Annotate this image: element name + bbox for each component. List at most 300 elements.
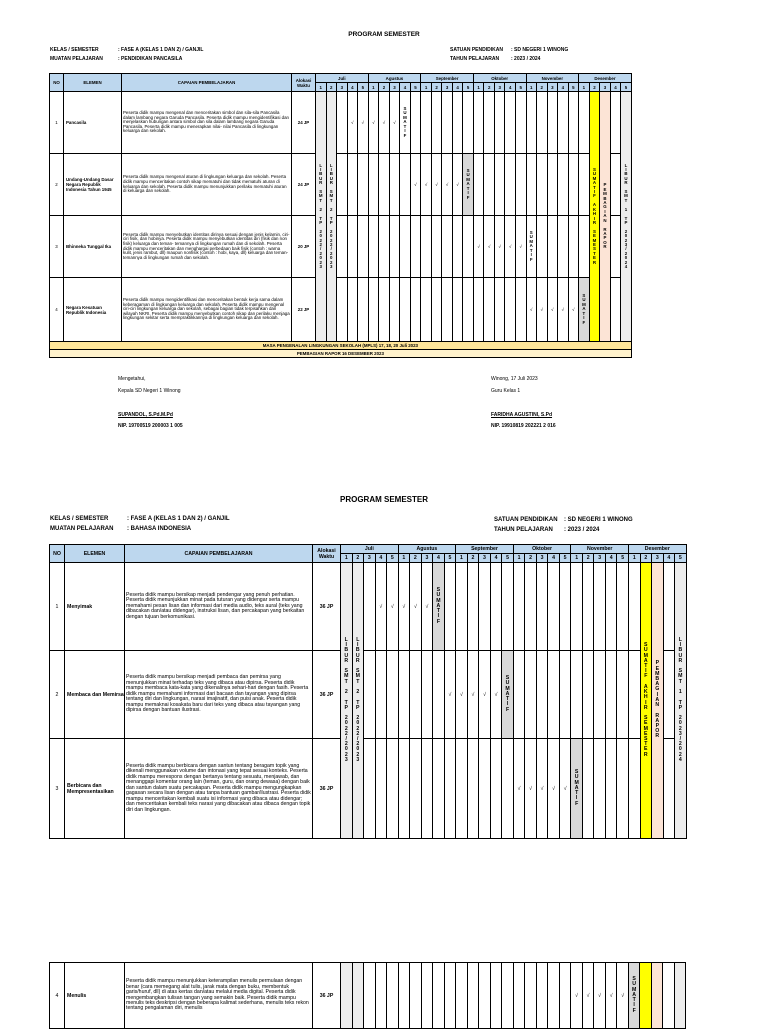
empty-cell xyxy=(368,216,379,278)
row-elemen: Menulis xyxy=(65,963,125,1029)
empty-cell xyxy=(558,154,569,216)
empty-cell xyxy=(473,278,484,342)
header-week: 3 xyxy=(337,83,348,92)
header-week: 5 xyxy=(621,83,632,92)
rapor-banner: PEMBAGIAN RAPOR 16 DESEMBER 2023 xyxy=(50,350,632,358)
empty-cell xyxy=(387,963,399,1029)
header-week: 1 xyxy=(526,83,537,92)
header-row-months xyxy=(50,74,632,83)
header-week: 4 xyxy=(548,554,560,563)
empty-cell xyxy=(505,154,516,216)
rapor-banner-row xyxy=(50,350,632,358)
check-mark: √ xyxy=(421,563,433,651)
header-month: Oktober xyxy=(513,545,571,554)
check-mark: √ xyxy=(559,739,571,839)
empty-cell xyxy=(490,563,502,651)
header-week: 1 xyxy=(629,554,641,563)
header-week: 1 xyxy=(368,83,379,92)
check-mark: √ xyxy=(389,92,400,154)
empty-cell xyxy=(452,278,463,342)
header-week: 5 xyxy=(675,554,687,563)
header-week: 3 xyxy=(594,554,606,563)
empty-cell xyxy=(456,963,468,1029)
header-week: 2 xyxy=(525,554,537,563)
place-date: Winong, 17 Juli 2023 xyxy=(491,376,538,382)
empty-cell xyxy=(410,216,421,278)
check-mark: √ xyxy=(617,963,629,1029)
empty-cell xyxy=(479,739,491,839)
row-elemen: Pancasila xyxy=(64,92,122,154)
header-week: 5 xyxy=(387,554,399,563)
empty-cell xyxy=(568,92,579,154)
libur-smt-cell xyxy=(352,963,364,1029)
satuan-value: : SD NEGERI 1 WINONG xyxy=(511,47,569,53)
header-month: Agustus xyxy=(398,545,456,554)
page-title: PROGRAM SEMESTER xyxy=(348,31,420,38)
table-row xyxy=(50,963,686,1029)
empty-cell xyxy=(467,563,479,651)
check-mark: √ xyxy=(582,963,594,1029)
row-number: 3 xyxy=(50,739,65,839)
row-number: 1 xyxy=(50,563,65,651)
program-semester-table-2-continued xyxy=(49,962,686,1029)
empty-cell xyxy=(337,278,348,342)
empty-cell xyxy=(537,92,548,154)
mpls-banner: MASA PENGENALAN LINGKUNGAN SEKOLAH (MPLS) 17, 18, 20 Juli 2023 xyxy=(50,342,632,350)
header-week: 4 xyxy=(505,83,516,92)
check-mark: √ xyxy=(513,739,525,839)
header-week: 4 xyxy=(605,554,617,563)
check-mark: √ xyxy=(494,216,505,278)
sumatif-mark: S U M A T I F xyxy=(628,963,640,1029)
empty-cell xyxy=(629,651,641,739)
guru-label: Guru Kelas 1 xyxy=(491,388,521,394)
row-jp: 36 JP xyxy=(313,739,341,839)
empty-cell xyxy=(456,563,468,651)
row-capaian: Peserta didik mampu menunjukkan keterampilan menulis permulaan dengan benar (cara memegang alat tulis, jarak mata dengan buku, membentuk garis/huruf, dll) di atas kertas dan/atau melalui media digital. Peserta didik mengembangkan tulisan tangan yang semakin baik. Peserta didik mampu menulis teks deskripsi dengan beberapa kalimat sederhana, menulis teks rekon tentang pengalaman diri, menulis xyxy=(125,963,313,1029)
empty-cell xyxy=(473,92,484,154)
satuan-label: SATUAN PENDIDIKAN xyxy=(450,47,503,53)
empty-cell xyxy=(337,154,348,216)
empty-cell xyxy=(548,563,560,651)
header-week: 5 xyxy=(444,554,456,563)
row-elemen: Bhinneka Tunggal Ika xyxy=(64,216,122,278)
row-jp: 20 JP xyxy=(292,216,316,278)
empty-cell xyxy=(456,739,468,839)
empty-cell xyxy=(513,563,525,651)
empty-cell xyxy=(548,651,560,739)
header-week: 5 xyxy=(515,83,526,92)
check-mark: √ xyxy=(387,563,399,651)
empty-cell xyxy=(364,563,376,651)
empty-cell xyxy=(375,739,387,839)
row-number: 3 xyxy=(50,216,64,278)
libur-smt-mark: L I B U R S M T 2 T P 2 0 2 2 / 2 0 2 3 xyxy=(341,563,353,839)
empty-cell xyxy=(505,92,516,154)
row-jp: 36 JP xyxy=(313,651,341,739)
empty-cell xyxy=(629,563,641,651)
row-elemen: Undang-Undang Dasar Negara Republik Indonesia Tahun 1945 xyxy=(64,154,122,216)
empty-cell xyxy=(364,739,376,839)
empty-cell xyxy=(610,154,621,216)
empty-cell xyxy=(515,278,526,342)
kepsek-nip: NIP. 19700519 200003 1 005 xyxy=(118,423,183,429)
check-mark: √ xyxy=(505,216,516,278)
empty-cell xyxy=(467,739,479,839)
header-alokasi: Alokasi Waktu xyxy=(292,74,316,92)
empty-cell xyxy=(410,278,421,342)
check-mark: √ xyxy=(484,216,495,278)
empty-cell xyxy=(568,154,579,216)
header-capaian: CAPAIAN PEMBELAJARAN xyxy=(125,545,313,563)
empty-cell xyxy=(452,216,463,278)
sumatif-akhir-cell xyxy=(640,963,652,1029)
header-month: Juli xyxy=(316,74,369,83)
table-row xyxy=(50,278,632,342)
header-week: 5 xyxy=(410,83,421,92)
empty-cell xyxy=(368,278,379,342)
header-week: 5 xyxy=(559,554,571,563)
header-week: 2 xyxy=(537,83,548,92)
empty-cell xyxy=(358,154,369,216)
sumatif-akhir-mark: S U M A T I F A K H I R S E M E S T E R xyxy=(589,92,600,342)
header-no: NO xyxy=(50,545,65,563)
header-week: 2 xyxy=(326,83,337,92)
check-mark: √ xyxy=(536,739,548,839)
empty-cell xyxy=(484,92,495,154)
empty-cell xyxy=(442,216,453,278)
sumatif-mark: S U M A T I F xyxy=(463,154,474,216)
libur-smt1-mark: L I B U R S M T 1 T P 2 0 2 3 / 2 0 2 4 xyxy=(621,92,632,342)
empty-cell xyxy=(490,963,502,1029)
mapel-value: : PENDIDIKAN PANCASILA xyxy=(118,56,183,62)
empty-cell xyxy=(364,963,376,1029)
header-week: 4 xyxy=(347,83,358,92)
header-week: 4 xyxy=(610,83,621,92)
empty-cell xyxy=(559,963,571,1029)
empty-cell xyxy=(536,563,548,651)
row-number: 2 xyxy=(50,651,65,739)
empty-cell xyxy=(463,216,474,278)
row-number: 4 xyxy=(50,963,65,1029)
empty-cell xyxy=(559,563,571,651)
empty-cell xyxy=(502,963,514,1029)
mapel-value-2: : BAHASA INDONESIA xyxy=(127,526,192,532)
empty-cell xyxy=(515,92,526,154)
row-number: 2 xyxy=(50,154,64,216)
table-row xyxy=(50,739,687,839)
empty-cell xyxy=(663,563,675,651)
empty-cell xyxy=(431,278,442,342)
header-no: NO xyxy=(50,74,64,92)
header-week: 1 xyxy=(316,83,327,92)
header-week: 1 xyxy=(341,554,353,563)
empty-cell xyxy=(410,963,422,1029)
empty-cell xyxy=(364,651,376,739)
empty-cell xyxy=(484,154,495,216)
mpls-banner-row xyxy=(50,342,632,350)
row-elemen: Membaca dan Memirsa xyxy=(65,651,125,739)
mapel-label-2: MUATAN PELAJARAN xyxy=(50,526,114,532)
check-mark: √ xyxy=(431,154,442,216)
empty-cell xyxy=(433,651,445,739)
check-mark: √ xyxy=(375,563,387,651)
empty-cell xyxy=(594,651,606,739)
program-semester-table-2 xyxy=(49,544,687,839)
row-jp: 24 JP xyxy=(292,92,316,154)
table-row xyxy=(50,154,632,216)
tahun-label: TAHUN PELAJARAN xyxy=(450,56,500,62)
empty-cell xyxy=(547,92,558,154)
sumatif-mark: S U M A T I F xyxy=(400,92,411,154)
tahun-label-2: TAHUN PELAJARAN xyxy=(494,527,553,533)
check-mark: √ xyxy=(452,154,463,216)
header-month: September xyxy=(421,74,474,83)
empty-cell xyxy=(444,563,456,651)
header-week: 2 xyxy=(484,83,495,92)
empty-cell xyxy=(452,92,463,154)
row-jp: 36 JP xyxy=(313,563,341,651)
libur-smt-mark: L I B U R S M T 2 T P 2 0 2 2 / 2 0 2 3 xyxy=(326,92,337,342)
tahun-value: : 2023 / 2024 xyxy=(511,56,541,62)
header-week: 2 xyxy=(589,83,600,92)
header-week: 4 xyxy=(663,554,675,563)
check-mark: √ xyxy=(398,563,410,651)
check-mark: √ xyxy=(568,278,579,342)
header-week: 2 xyxy=(352,554,364,563)
empty-cell xyxy=(526,92,537,154)
empty-cell xyxy=(444,739,456,839)
header-week: 2 xyxy=(410,554,422,563)
header-week: 3 xyxy=(421,554,433,563)
header-week: 5 xyxy=(358,83,369,92)
empty-cell xyxy=(389,278,400,342)
empty-cell xyxy=(525,651,537,739)
empty-cell xyxy=(379,216,390,278)
check-mark: √ xyxy=(442,154,453,216)
check-mark: √ xyxy=(444,651,456,739)
empty-cell xyxy=(663,739,675,839)
pembagian-rapor-mark: P E M B A G I A N R A P O R xyxy=(600,92,611,342)
empty-cell xyxy=(605,651,617,739)
sumatif-mark: S U M A T I F xyxy=(433,563,445,651)
check-mark: √ xyxy=(467,651,479,739)
header-week: 1 xyxy=(473,83,484,92)
empty-cell xyxy=(337,92,348,154)
header-week: 3 xyxy=(600,83,611,92)
header-week: 2 xyxy=(640,554,652,563)
empty-cell xyxy=(617,651,629,739)
empty-cell xyxy=(389,216,400,278)
header-week: 1 xyxy=(579,83,590,92)
header-week: 5 xyxy=(463,83,474,92)
empty-cell xyxy=(617,739,629,839)
empty-cell xyxy=(368,154,379,216)
check-mark: √ xyxy=(490,651,502,739)
header-week: 3 xyxy=(479,554,491,563)
empty-cell xyxy=(494,154,505,216)
empty-cell xyxy=(398,963,410,1029)
check-mark: √ xyxy=(379,92,390,154)
row-jp: 36 JP xyxy=(313,963,341,1029)
satuan-value-2: : SD NEGERI 1 WINONG xyxy=(564,517,633,523)
row-number: 4 xyxy=(50,278,64,342)
libur-smt1-cell xyxy=(674,963,686,1029)
empty-cell xyxy=(479,963,491,1029)
header-month: Oktober xyxy=(473,74,526,83)
empty-cell xyxy=(610,278,621,342)
check-mark: √ xyxy=(558,278,569,342)
empty-cell xyxy=(513,651,525,739)
table-row xyxy=(50,651,687,739)
empty-cell xyxy=(536,963,548,1029)
header-week: 4 xyxy=(400,83,411,92)
empty-cell xyxy=(398,739,410,839)
header-week: 5 xyxy=(617,554,629,563)
check-mark: √ xyxy=(473,216,484,278)
empty-cell xyxy=(525,563,537,651)
empty-cell xyxy=(494,92,505,154)
empty-cell xyxy=(421,651,433,739)
check-mark: √ xyxy=(479,651,491,739)
sumatif-mark: S U M A T I F xyxy=(502,651,514,739)
empty-cell xyxy=(547,154,558,216)
empty-cell xyxy=(505,278,516,342)
pembagian-rapor-mark: P E M B A G I A N R A P O R xyxy=(652,563,664,839)
header-week: 4 xyxy=(433,554,445,563)
empty-cell xyxy=(433,739,445,839)
tahun-value-2: : 2023 / 2024 xyxy=(564,527,600,533)
empty-cell xyxy=(494,278,505,342)
empty-cell xyxy=(479,563,491,651)
header-month: November xyxy=(526,74,579,83)
header-week: 2 xyxy=(431,83,442,92)
empty-cell xyxy=(579,92,590,154)
empty-cell xyxy=(421,92,432,154)
header-week: 3 xyxy=(536,554,548,563)
pembagian-rapor-cell xyxy=(651,963,663,1029)
empty-cell xyxy=(463,92,474,154)
empty-cell xyxy=(579,154,590,216)
empty-cell xyxy=(663,651,675,739)
sumatif-mark: S U M A T I F xyxy=(526,216,537,278)
header-month: Desember xyxy=(579,74,632,83)
mapel-label: MUATAN PELAJARAN xyxy=(50,56,103,62)
empty-cell xyxy=(337,216,348,278)
empty-cell xyxy=(442,92,453,154)
header-month: November xyxy=(571,545,629,554)
kelas-value: : FASE A (KELAS 1 DAN 2) / GANJIL xyxy=(118,47,204,53)
empty-cell xyxy=(513,963,525,1029)
header-week: 5 xyxy=(502,554,514,563)
header-month: Desember xyxy=(629,545,687,554)
empty-cell xyxy=(379,278,390,342)
libur-smt-cell xyxy=(341,963,353,1029)
header-week: 1 xyxy=(571,554,583,563)
row-jp: 22 JP xyxy=(292,278,316,342)
empty-cell xyxy=(463,278,474,342)
check-mark: √ xyxy=(410,154,421,216)
row-capaian: Peserta didik mampu mengidentifikasi dan menceritakan bentuk kerja sama dalam keberagaman di lingkungan keluarga dan sekolah. Peserta didik mampu mengenal ciri-ciri lingkungan keluarga dan sekolah, sebagai bagian tidak terpisahkan dari wilayah NKRI. Peserta didik mampu menyebutkan contoh sikap dan perilaku menjaga lingkungan sekitar serta mempraktikkannya di lingkungan keluarga dan sekolah. xyxy=(122,278,292,342)
sumatif-mark: S U M A T I F xyxy=(571,739,583,839)
check-mark: √ xyxy=(358,92,369,154)
row-capaian: Peserta didik mampu mengenal dan menceritakan simbol dan sila-sila Pancasila dalam lambang negara Garuda Pancasila. Peserta didik mampu mengidentifikasi dan menjelaskan hubungan antara simbol dan sila dalam lambang negara Garuda Pancasila. Peserta didik mampu menerapkan nilai- nilai Pancasila di lingkungan keluarga dan sekolah. xyxy=(122,92,292,154)
empty-cell xyxy=(571,651,583,739)
empty-cell xyxy=(582,563,594,651)
check-mark: √ xyxy=(347,92,358,154)
row-capaian: Peserta didik mampu berbicara dengan santun tentang beragam topik yang dikenali menggunakan volume dan intonasi yang tepat sesuai konteks. Peserta didik mampu merespons dengan bertanya tentang sesuatu, menjawab, dan menanggapi komentar orang lain (teman, guru, dan orang dewasa) dengan baik dan santun dalam suatu percakapan. Peserta didik mampu mengungkapkan gagasan secara lisan dengan atau tanpa bantuan gambar/ilustrasi. Peserta didik mampu menceritakan kembali suatu isi informasi yang dibaca atau didengar; dan menceritakan kembali teks narasi yang dibacakan atau dibaca dengan topik diri dan lingkungan. xyxy=(125,739,313,839)
mengetahui-text: Mengetahui, xyxy=(118,376,146,382)
empty-cell xyxy=(582,739,594,839)
empty-cell xyxy=(515,154,526,216)
empty-cell xyxy=(379,154,390,216)
check-mark: √ xyxy=(605,963,617,1029)
empty-cell xyxy=(473,154,484,216)
header-row-months xyxy=(50,545,687,554)
header-alokasi: Alokasi Waktu xyxy=(313,545,341,563)
empty-cell xyxy=(502,739,514,839)
check-mark: √ xyxy=(571,963,583,1029)
empty-cell xyxy=(629,739,641,839)
header-month: Juli xyxy=(341,545,399,554)
kepsek-label: Kepala SD Negeri 1 Winong xyxy=(118,388,181,394)
program-semester-table xyxy=(49,73,632,358)
empty-cell xyxy=(358,278,369,342)
table-row xyxy=(50,216,632,278)
empty-cell xyxy=(433,963,445,1029)
empty-cell xyxy=(610,92,621,154)
header-week: 2 xyxy=(379,83,390,92)
empty-cell xyxy=(358,216,369,278)
row-elemen: Negara Kesatuan Republik Indonesia xyxy=(64,278,122,342)
check-mark: √ xyxy=(456,651,468,739)
empty-cell xyxy=(525,963,537,1029)
check-mark: √ xyxy=(515,216,526,278)
header-capaian: CAPAIAN PEMBELAJARAN xyxy=(122,74,292,92)
empty-cell xyxy=(398,651,410,739)
empty-cell xyxy=(605,563,617,651)
empty-cell xyxy=(410,739,422,839)
row-capaian: Peserta didik mampu bersikap menjadi pendengar yang penuh perhatian. Peserta didik menunjukkan minat pada tuturan yang didengar serta mampu memahami pesan lisan dan informasi dari media audio, teks aural (teks yang dibacakan dan/atau didengar), instruksi lisan, dan percakapan yang berkaitan dengan tujuan berkomunikasi. xyxy=(125,563,313,651)
guru-nip: NIP. 19910819 202221 2 016 xyxy=(491,423,556,429)
header-week: 1 xyxy=(421,83,432,92)
header-week: 1 xyxy=(456,554,468,563)
header-elemen: ELEMEN xyxy=(65,545,125,563)
empty-cell xyxy=(410,651,422,739)
check-mark: √ xyxy=(421,154,432,216)
empty-cell xyxy=(431,92,442,154)
empty-cell xyxy=(547,216,558,278)
header-week: 3 xyxy=(652,554,664,563)
row-elemen: Menyimak xyxy=(65,563,125,651)
check-mark: √ xyxy=(368,92,379,154)
empty-cell xyxy=(375,963,387,1029)
empty-cell xyxy=(663,963,675,1029)
satuan-label-2: SATUAN PENDIDIKAN xyxy=(494,517,558,523)
empty-cell xyxy=(467,963,479,1029)
empty-cell xyxy=(400,278,411,342)
header-week: 3 xyxy=(442,83,453,92)
row-capaian: Peserta didik mampu bersikap menjadi pembaca dan pemirsa yang menunjukkan minat terhadap teks yang dibaca atau dipirsa. Peserta didik mampu membaca kata-kata yang dikenalinya sehari-hari dengan fasih. Peserta didik mampu memahami informasi dari bacaan dan tayangan yang dipirsa tentang diri dan lingkungan, narasi imajinatif, dan puisi anak. Peserta didik mampu memaknai kosakata baru dari teks yang dibaca atau tayangan yang dipirsa dengan bantuan ilustrasi. xyxy=(125,651,313,739)
empty-cell xyxy=(617,563,629,651)
empty-cell xyxy=(537,154,548,216)
row-elemen: Berbicara dan Mempresentasikan xyxy=(65,739,125,839)
header-month: September xyxy=(456,545,514,554)
empty-cell xyxy=(571,563,583,651)
header-elemen: ELEMEN xyxy=(64,74,122,92)
empty-cell xyxy=(431,216,442,278)
page-title-2: PROGRAM SEMESTER xyxy=(339,495,428,504)
